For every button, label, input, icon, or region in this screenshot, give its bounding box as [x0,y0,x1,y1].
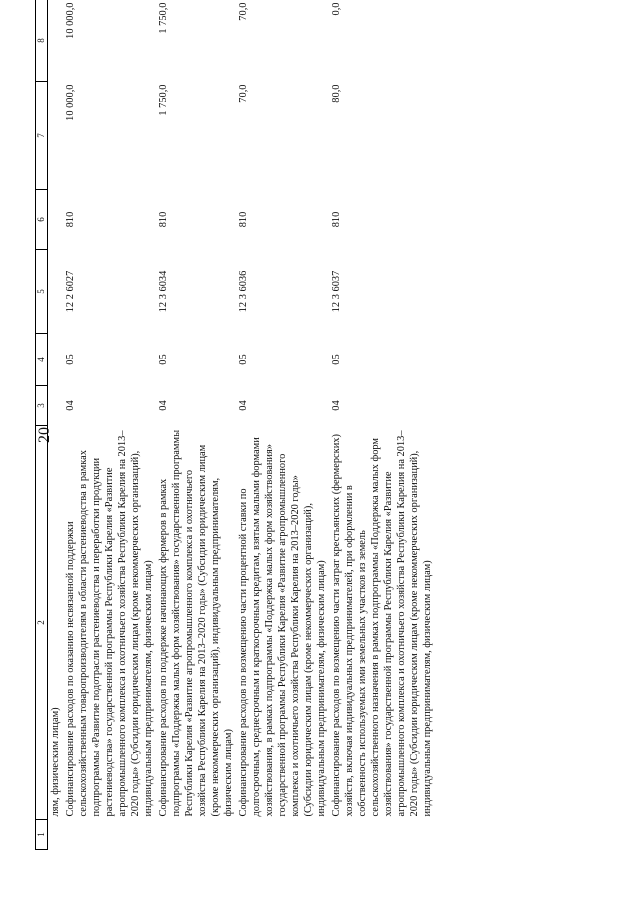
subsection-code: 05 [158,354,169,365]
amount-column-8: 10 000,0 [65,2,76,39]
amount-column-8: 0,0 [331,2,342,16]
amount-column-7: 1 750,0 [158,84,169,116]
section-code: 04 [238,400,249,411]
subsection-code: 05 [238,354,249,365]
continuation-row [48,0,64,850]
column-header: 8 [36,0,48,82]
expense-type-code: 810 [65,211,76,228]
column-header: 3 [36,386,48,426]
row-description: Софинансирование расходов по возмещению части процентной ставки по долгосрочным, среднесрочным и краткосрочным кредитам, взятым малыми формами хозяйствования, в рамках подпрограммы «Поддержка малых форм хозяйствования» государственной программы Республики Карелия «Развитие агропромышленного комплекса и охотничьего хозяйства Республики Карелия на 2013–2020 годы» (Субсидии юридическим лицам (кроме некоммерческих организаций), индивидуальным предпринимателям, физическим лицам) [238,437,327,817]
section-code: 04 [331,400,342,411]
subsection-code: 05 [331,354,342,365]
column-header: 4 [36,334,48,386]
budget-table [35,0,435,850]
expense-type-code: 810 [331,211,342,228]
table-row [63,0,156,850]
page-number: 20 [36,427,53,443]
section-code: 04 [158,400,169,411]
amount-column-7: 70,0 [238,84,249,103]
amount-column-8: 70,0 [238,2,249,21]
column-header: 2 [36,426,48,820]
continuation-text: лям, физическим лицам) [50,707,61,817]
expense-type-code: 810 [238,211,249,228]
column-header: 7 [36,82,48,190]
column-header: 1 [36,820,48,850]
expense-type-code: 810 [158,211,169,228]
column-header: 5 [36,250,48,334]
row-description: Софинансирование расходов по возмещению части затрат крестьянских (фермерских) хозяйств, включая индивидуальных предпринимателей, при оформлении в собственность используемых ими земельных участков из земель сельскохозяйственного назначения в рамках подпрограммы «Поддержка малых форм хозяйствования» государственной программы Республики Карелия «Развитие агропромышленного комплекса и охотничьего хозяйства Республики Карелия на 2013–2020 годы» (Субсидии юридическим лицам (кроме некоммерческих организаций), индивидуальным предпринимателям, физическим лицам) [331,430,433,817]
row-description: Софинансирование расходов по оказанию несвязанной поддержки сельскохозяйственным товаропроизводителям в области растениеводства в рамках подпрограммы «Развитие подотрасли растениеводства и переработки продукции растениеводства» государственной программы Республики Карелия «Развитие агропромышленного комплекса и охотничьего хозяйства Республики Карелия на 2013–2020 годы» (Субсидии юридическим лицам (кроме некоммерческих организаций), индивидуальным предпринимателям, физическим лицам) [65,430,154,817]
target-article-code: 12 3 6036 [238,270,249,313]
amount-column-7: 10 000,0 [65,84,76,121]
amount-column-7: 80,0 [331,84,342,103]
row-description: Софинансирование расходов по поддержке начинающих фермеров в рамках подпрограммы «Поддержка малых форм хозяйствования» государственной программы Республики Карелия «Развитие агропромышленного комплекса и охотничьего хозяйства Республики Карелия на 2013–2020 годы» (Субсидии юридическим лицам (кроме некоммерческих организаций), индивидуальным предпринимателям, физическим лицам) [158,429,234,817]
column-number-row [36,0,48,850]
table-row [156,0,236,850]
rotated-table-container [35,0,625,850]
subsection-code: 05 [65,354,76,365]
target-article-code: 12 3 6034 [158,270,169,313]
target-article-code: 12 2 6027 [65,270,76,313]
target-article-code: 12 3 6037 [331,270,342,313]
amount-column-8: 1 750,0 [158,2,169,34]
table-row [329,0,435,850]
table-row [236,0,329,850]
section-code: 04 [65,400,76,411]
column-header: 6 [36,190,48,250]
